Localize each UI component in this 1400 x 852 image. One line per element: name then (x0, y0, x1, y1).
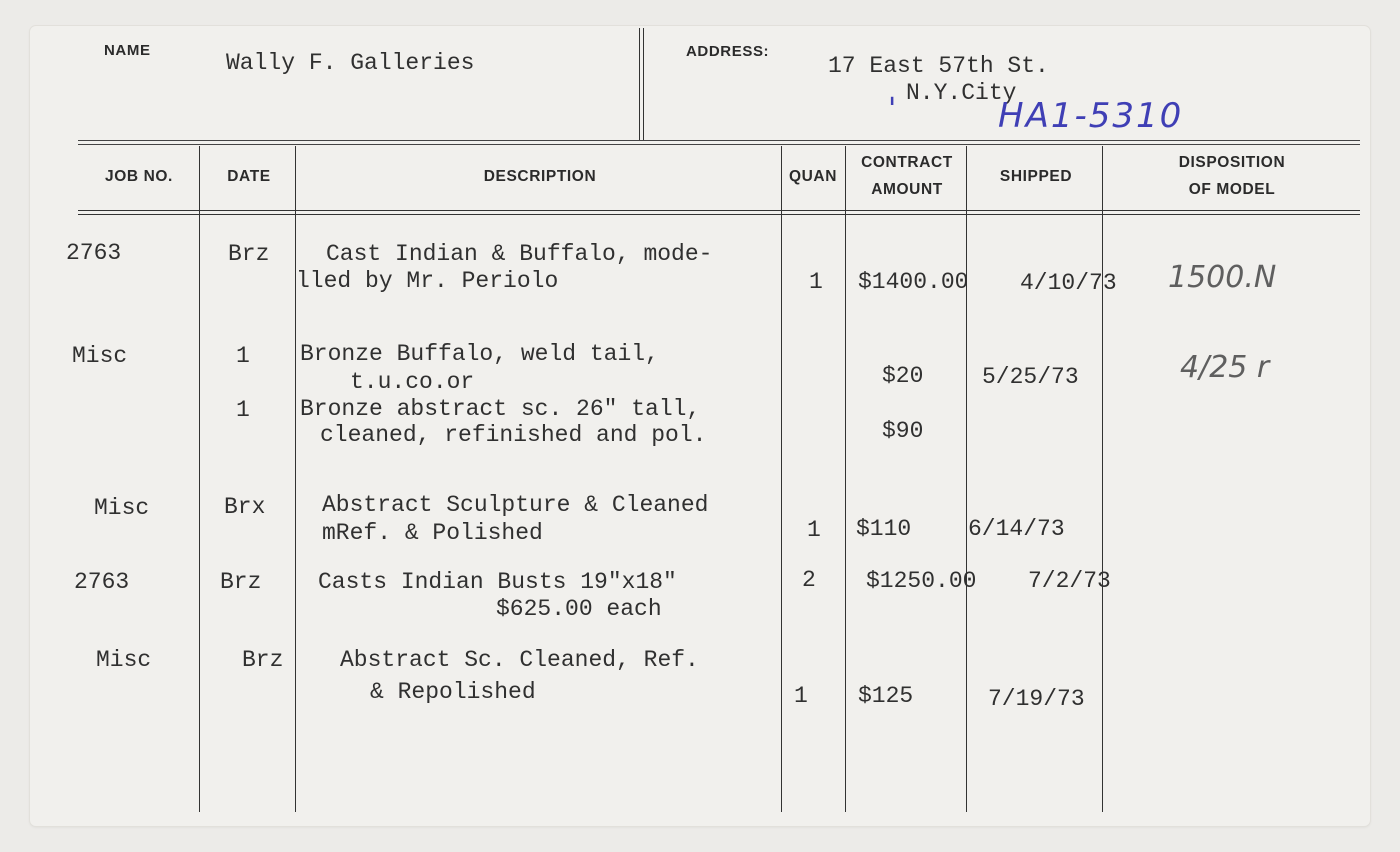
row-3-desc-line-1: Bronze abstract sc. 26" tall, (300, 396, 701, 422)
row-6-date: Brz (242, 647, 284, 673)
row-6-desc-line-2: & Repolished (370, 679, 536, 705)
handwritten-tick: ' (888, 92, 897, 127)
columns-rule-2 (78, 214, 1360, 215)
row-5-amount: $1250.00 (866, 568, 977, 594)
row-4-job: Misc (94, 495, 150, 521)
row-2-desc-line-1: Bronze Buffalo, weld tail, (300, 341, 659, 367)
header-divider (639, 28, 640, 140)
header-rule-2 (78, 144, 1360, 145)
row-4-shipped: 6/14/73 (968, 516, 1065, 542)
col-shipped: SHIPPED (999, 168, 1073, 185)
col-quan: QUAN (788, 168, 838, 185)
row-6-desc-line-1: Abstract Sc. Cleaned, Ref. (340, 647, 699, 673)
col-description: DESCRIPTION (483, 168, 597, 185)
row-3-date: 1 (236, 397, 250, 423)
row-2-date: 1 (236, 343, 250, 369)
col-date: DATE (227, 168, 271, 185)
col-line-shipped (966, 146, 967, 812)
row-6-shipped: 7/19/73 (988, 686, 1085, 712)
row-2-desc-line-2: t.u.co.or (350, 369, 475, 395)
header-rule (78, 140, 1360, 141)
row-4-desc-line-1: Abstract Sculpture & Cleaned (322, 492, 709, 518)
col-job-no: JOB NO. (105, 168, 173, 185)
row-4-desc-line-2: mRef. & Polished (322, 520, 543, 546)
col-contract-line-1: CONTRACT (861, 154, 953, 171)
row-5-job: 2763 (74, 569, 130, 595)
col-line-disposition (1102, 146, 1103, 812)
row-3-amount: $90 (882, 418, 924, 444)
row-2-disposition: 4/25 r (1180, 350, 1270, 385)
row-1-job: 2763 (66, 240, 122, 266)
row-4-quan: 1 (807, 517, 821, 543)
row-1-disposition: 1500.N (1168, 260, 1277, 295)
row-3-desc-line-2: cleaned, refinished and pol. (320, 422, 707, 448)
row-5-desc-line-1: Casts Indian Busts 19"x18" (318, 569, 677, 595)
col-line-description (295, 146, 296, 812)
row-6-amount: $125 (858, 683, 914, 709)
row-4-amount: $110 (856, 516, 912, 542)
row-5-quan: 2 (802, 567, 816, 593)
columns-rule (78, 210, 1360, 211)
row-1-date: Brz (228, 241, 270, 267)
row-1-desc-line-1: Cast Indian & Buffalo, mode- (326, 241, 713, 267)
row-1-amount: $1400.00 (858, 269, 969, 295)
row-1-shipped: 4/10/73 (1020, 270, 1117, 296)
row-6-job: Misc (96, 647, 152, 673)
col-disposition-line-1: DISPOSITION (1178, 154, 1286, 171)
address-line-1: 17 East 57th St. (828, 53, 1049, 79)
col-line-contract (845, 146, 846, 812)
row-6-quan: 1 (794, 683, 808, 709)
row-2-amount: $20 (882, 363, 924, 389)
row-4-date: Brx (224, 494, 266, 520)
row-1-quan: 1 (809, 269, 823, 295)
address-label: ADDRESS: (686, 43, 770, 60)
row-2-shipped: 5/25/73 (982, 364, 1079, 390)
row-1-desc-line-2: lled by Mr. Periolo (296, 268, 559, 294)
address-line-2: N.Y.City (906, 80, 1017, 106)
name-label: NAME (104, 42, 151, 59)
handwritten-code: HA1-5310 (998, 96, 1184, 136)
row-2-job: Misc (72, 343, 128, 369)
col-disposition-line-2: OF MODEL (1188, 181, 1276, 198)
col-line-date (199, 146, 200, 812)
header-divider-2 (643, 28, 644, 140)
row-5-desc-line-2: $625.00 each (496, 596, 662, 622)
col-line-quan (781, 146, 782, 812)
row-5-date: Brz (220, 569, 262, 595)
name-value: Wally F. Galleries (226, 50, 475, 76)
row-5-shipped: 7/2/73 (1028, 568, 1111, 594)
col-contract-line-2: AMOUNT (871, 181, 943, 198)
